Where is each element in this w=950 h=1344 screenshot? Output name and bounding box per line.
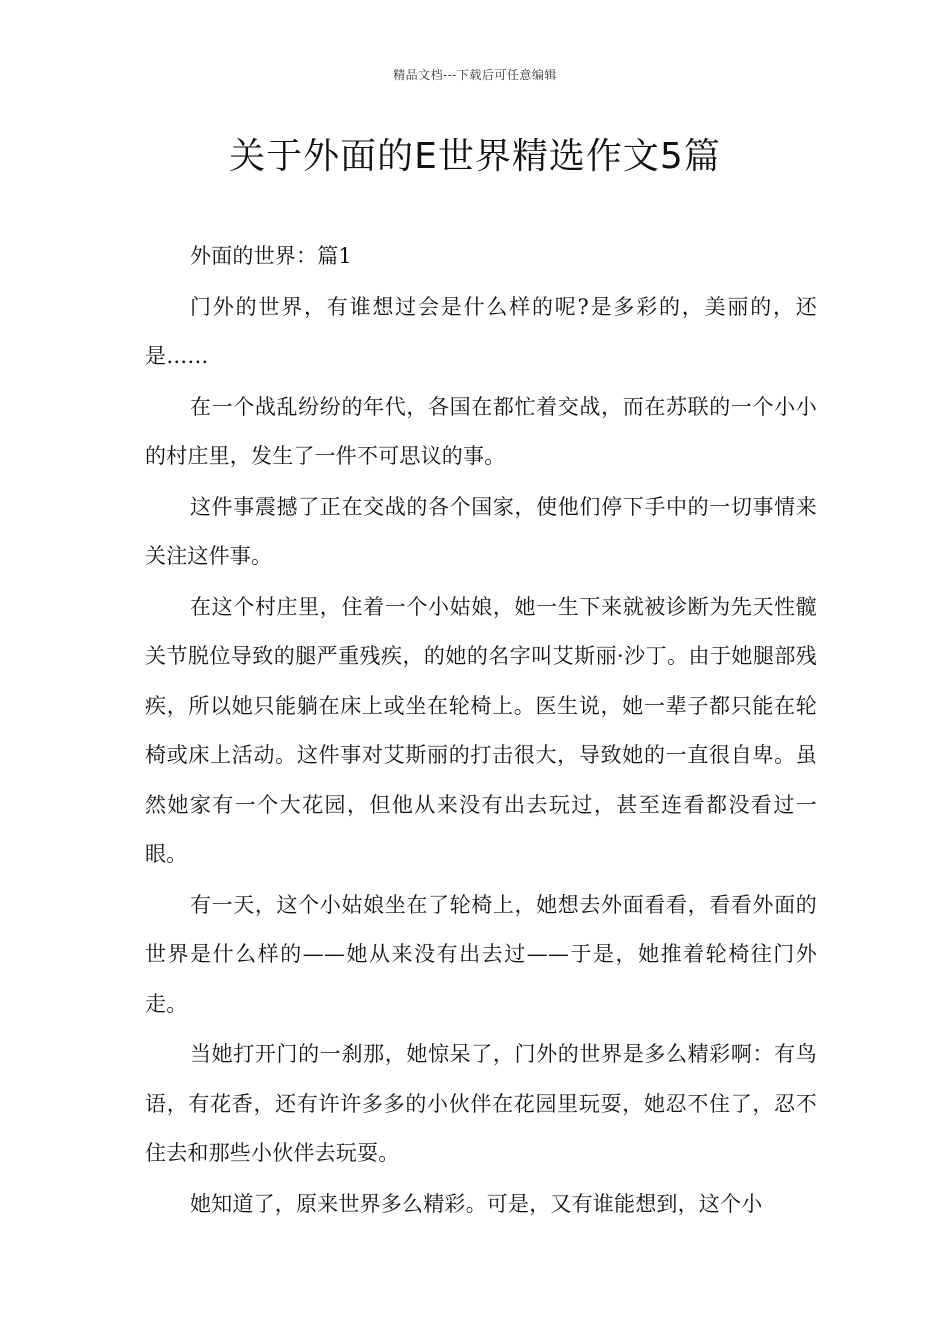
document-body bbox=[145, 232, 817, 1230]
paragraph: 她知道了，原来世界多么精彩。可是，又有谁能想到，这个小 bbox=[190, 1191, 763, 1216]
paragraph: 有一天，这个小姑娘坐在了轮椅上，她想去外面看看，看看外面的世界是什么样的——她从来没有出去过——于是，她推着轮椅往门外走。 bbox=[145, 892, 817, 1016]
paragraph: 这件事震撼了正在交战的各个国家，使他们停下手中的一切事情来关注这件事。 bbox=[145, 494, 817, 568]
paragraph: 在一个战乱纷纷的年代，各国在都忙着交战，而在苏联的一个小小的村庄里，发生了一件不可思议的事。 bbox=[145, 394, 817, 468]
paragraph-section-heading: 外面的世界：篇1 bbox=[190, 244, 352, 268]
paragraph: 门外的世界，有谁想过会是什么样的呢?是多彩的，美丽的，还是…… bbox=[145, 294, 817, 368]
header-note: 精品文档---下载后可任意编辑 bbox=[393, 68, 557, 82]
document-title: 关于外面的E世界精选作文5篇 bbox=[229, 136, 721, 177]
paragraph: 在这个村庄里，住着一个小姑娘，她一生下来就被诊断为先天性髋关节脱位导致的腿严重残疾，的她的名字叫艾斯丽·沙丁。由于她腿部残疾，所以她只能躺在床上或坐在轮椅上。医生说，她一辈子都只能在轮椅或床上活动。这件事对艾斯丽的打击很大，导致她的一直很自卑。虽然她家有一个大花园，但他从来没有出去玩过，甚至连看都没看过一眼。 bbox=[145, 594, 817, 866]
paragraph: 当她打开门的一刹那，她惊呆了，门外的世界是多么精彩啊：有鸟语，有花香，还有许许多多的小伙伴在花园里玩耍，她忍不住了，忍不住去和那些小伙伴去玩耍。 bbox=[145, 1042, 817, 1165]
